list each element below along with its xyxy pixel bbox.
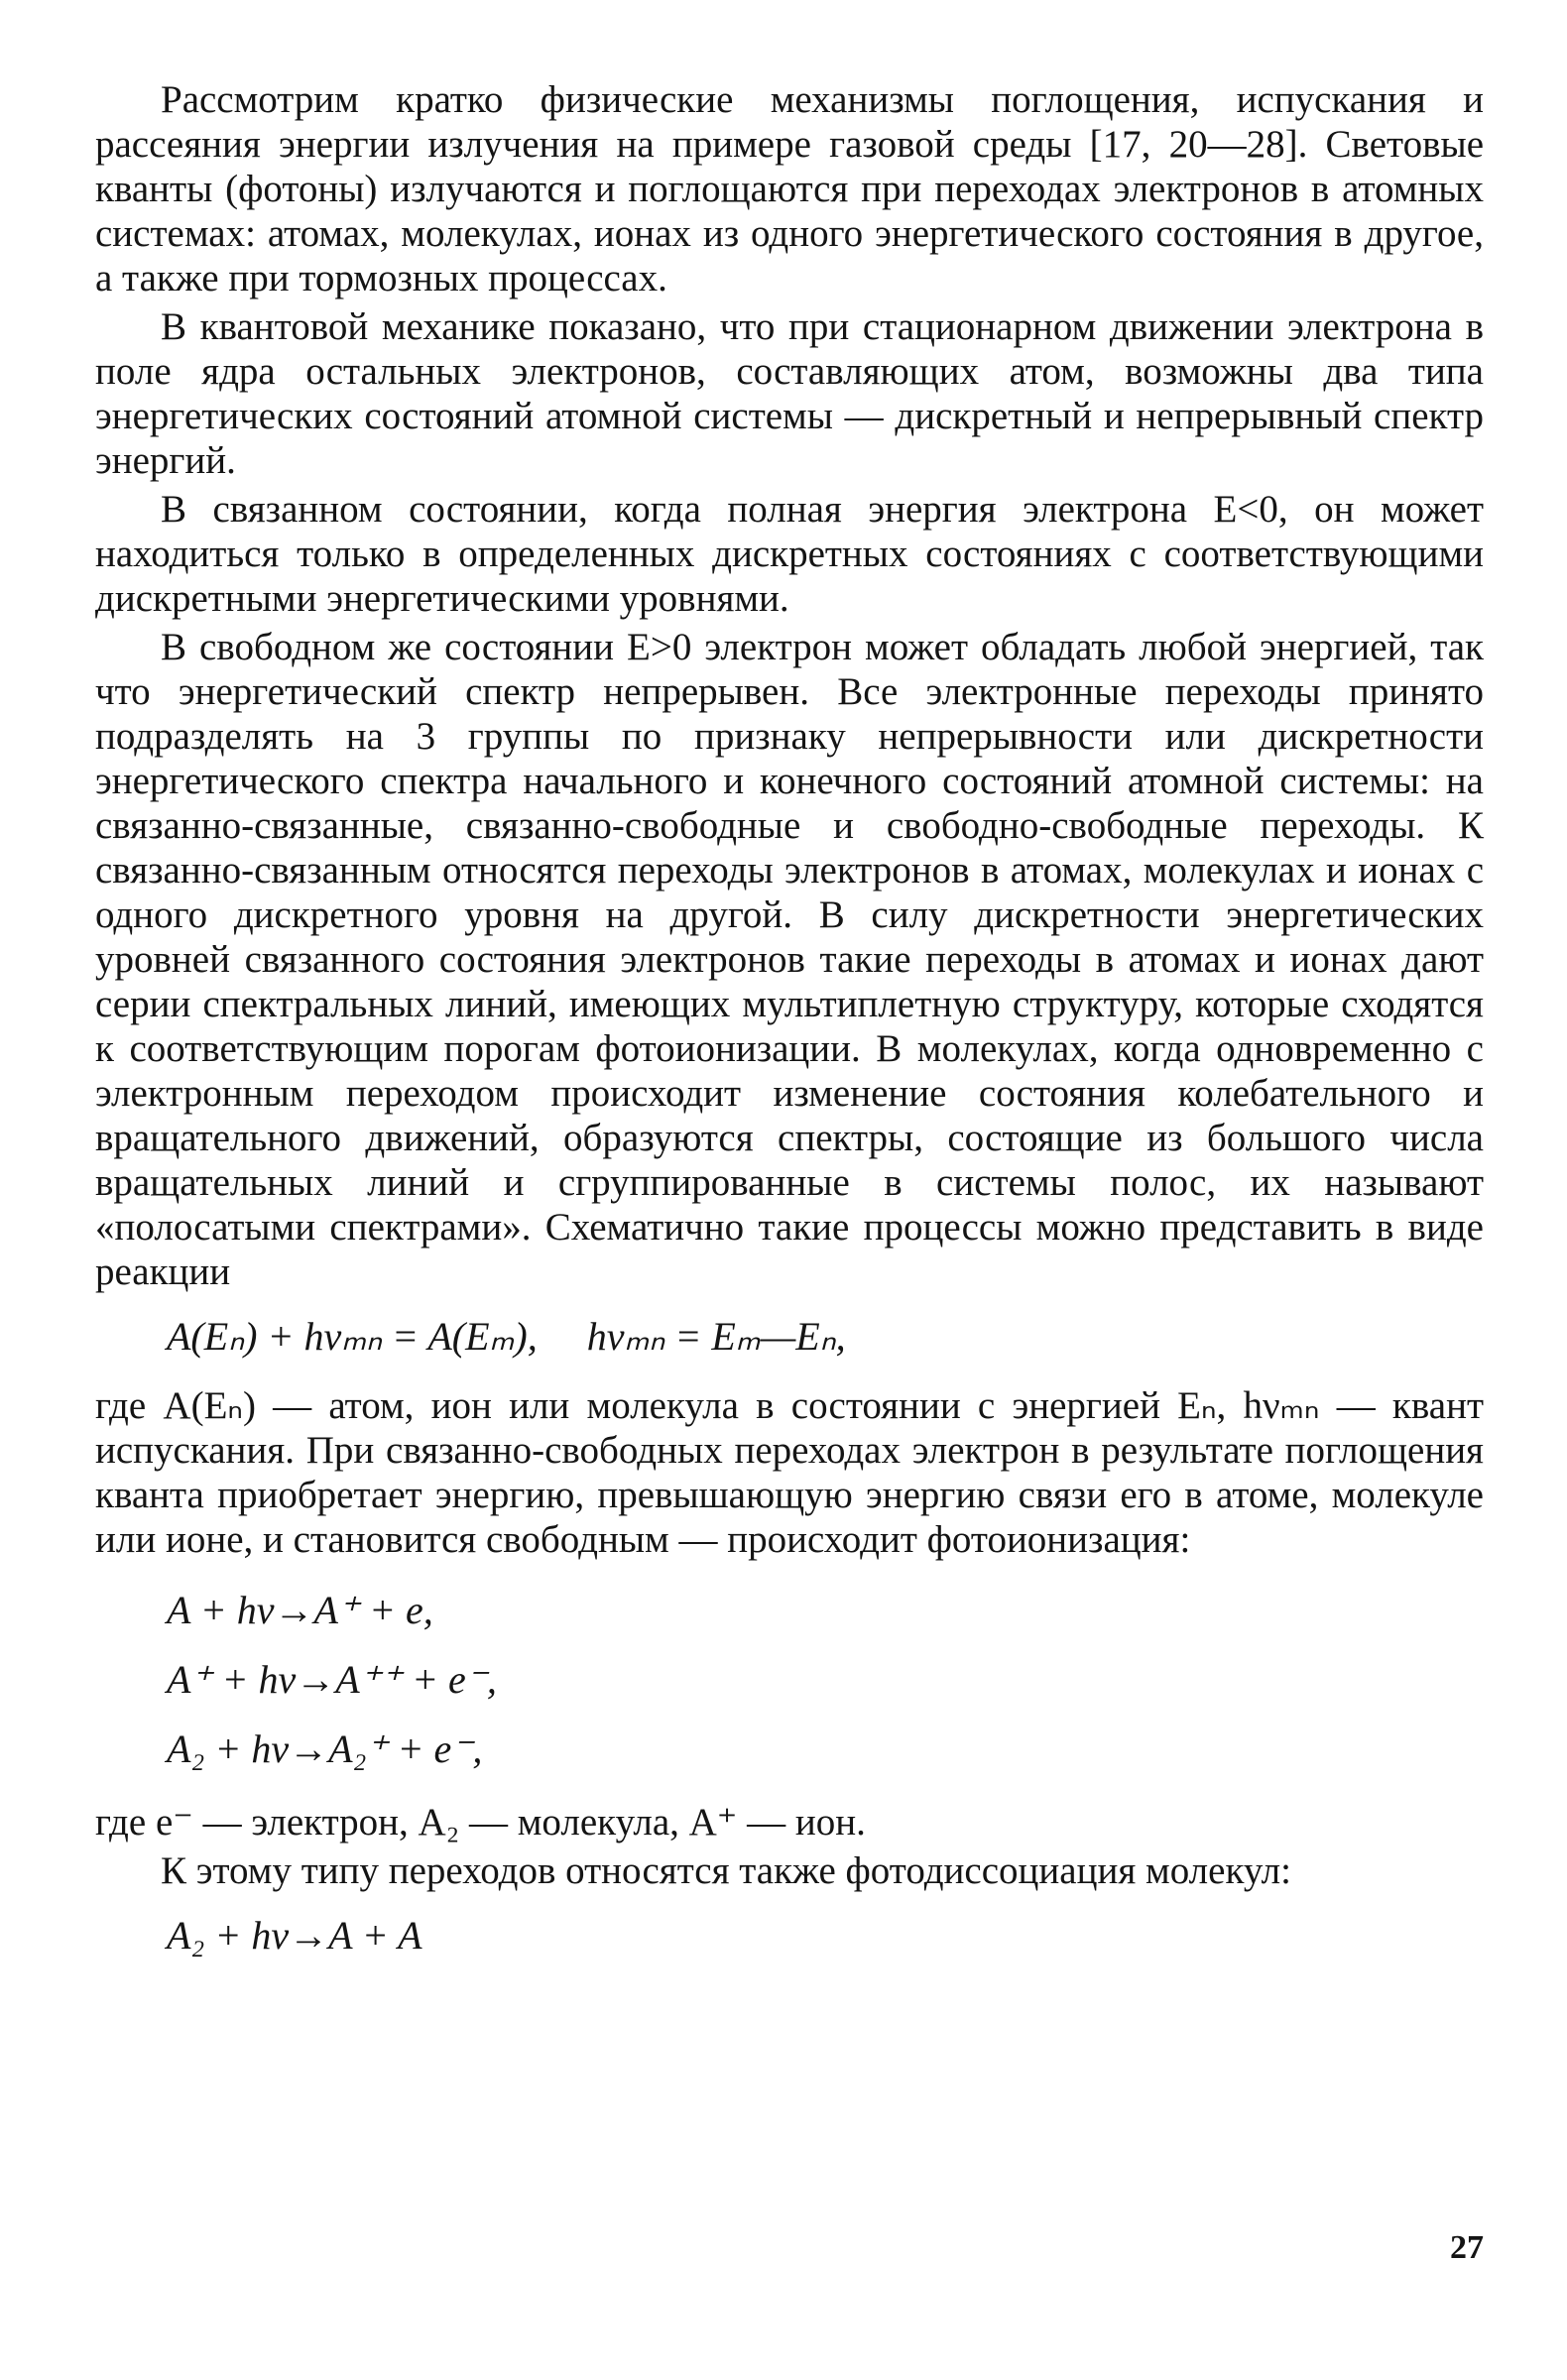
paragraph-4: В свободном же состоянии E>0 электрон может обладать любой энергией, так что энергетический спектр непрерывен. Все электронные переходы принято подразделять на 3 группы по признаку непрерывности или дискретности энергетического спектра начального и конечного состояний атомной системы: на связанно-связанные, связанно-свободные и свободно-свободные переходы. К связанно-связанным относятся переходы электронов в атомах, молекулах и ионах с одного дискретного уровня на другой. В силу дискретности энергетических уровней связанного состояния электронов такие переходы в атомах и ионах дают серии спектральных линий, имеющих мультиплетную структуру, которые сходятся к соответствующим порогам фотоионизации. В молекулах, когда одновременно с электронным переходом происходит изменение состояния колебательного и вращательного движений, образуются спектры, состоящие из большого числа вращательных линий и сгруппированные в системы полос, их называют «полосатыми спектрами». Схематично такие процессы можно представить в виде реакции — [95, 626, 1484, 1293]
page-body — [95, 77, 1484, 1982]
formula-5: A₂ + hν→A + A — [167, 1913, 422, 1958]
paragraph-3: В связанном состоянии, когда полная энергия электрона E<0, он может находиться только в определенных дискретных состояниях с соответствующими дискретными энергетическими уровнями. — [95, 488, 1484, 620]
page-number: 27 — [1450, 2229, 1484, 2266]
formula-photodissociation — [167, 1911, 1484, 1961]
formula-3: A⁺ + hν→A⁺⁺ + e⁻, — [167, 1657, 497, 1702]
paragraph-7: К этому типу переходов относятся также фотодиссоциация молекул: — [161, 1849, 1291, 1892]
paragraph-5: где A(Eₙ) — атом, ион или молекула в состоянии с энергией Eₙ, hνₘₙ — квант испускания. При связанно-свободных переходах электрон в результате поглощения кванта приобретает энергию, превышающую энергию связи его в атоме, молекуле или ионе, и становится свободным — происходит фотоионизация: — [95, 1384, 1484, 1561]
formula-1: A(Eₙ) + hνₘₙ = A(Eₘ), hνₘₙ = Eₘ—Eₙ, — [167, 1314, 846, 1359]
formula-2: A + hν→A⁺ + e, — [167, 1588, 433, 1632]
formula-block-photoionization — [167, 1576, 1484, 1784]
formula-reaction-bound-bound — [167, 1312, 1484, 1362]
formula-4: A₂ + hν→A₂⁺ + e⁻, — [167, 1726, 483, 1771]
paragraph-2: В квантовой механике показано, что при стационарном движении электрона в поле ядра остальных электронов, составляющих атом, возможны два типа энергетических состояний атомной системы — дискретный и непрерывный спектр энергий. — [95, 305, 1484, 482]
paragraph-6: где e⁻ — электрон, A₂ — молекула, A⁺ — ион. — [95, 1801, 866, 1844]
paragraph-1: Рассмотрим кратко физические механизмы поглощения, испускания и рассеяния энергии излучения на примере газовой среды [17, 20—28]. Световые кванты (фотоны) излучаются и поглощаются при переходах электронов в атомных системах: атомах, молекулах, ионах из одного энергетического состояния в другое, а также при тормозных процессах. — [95, 78, 1484, 299]
